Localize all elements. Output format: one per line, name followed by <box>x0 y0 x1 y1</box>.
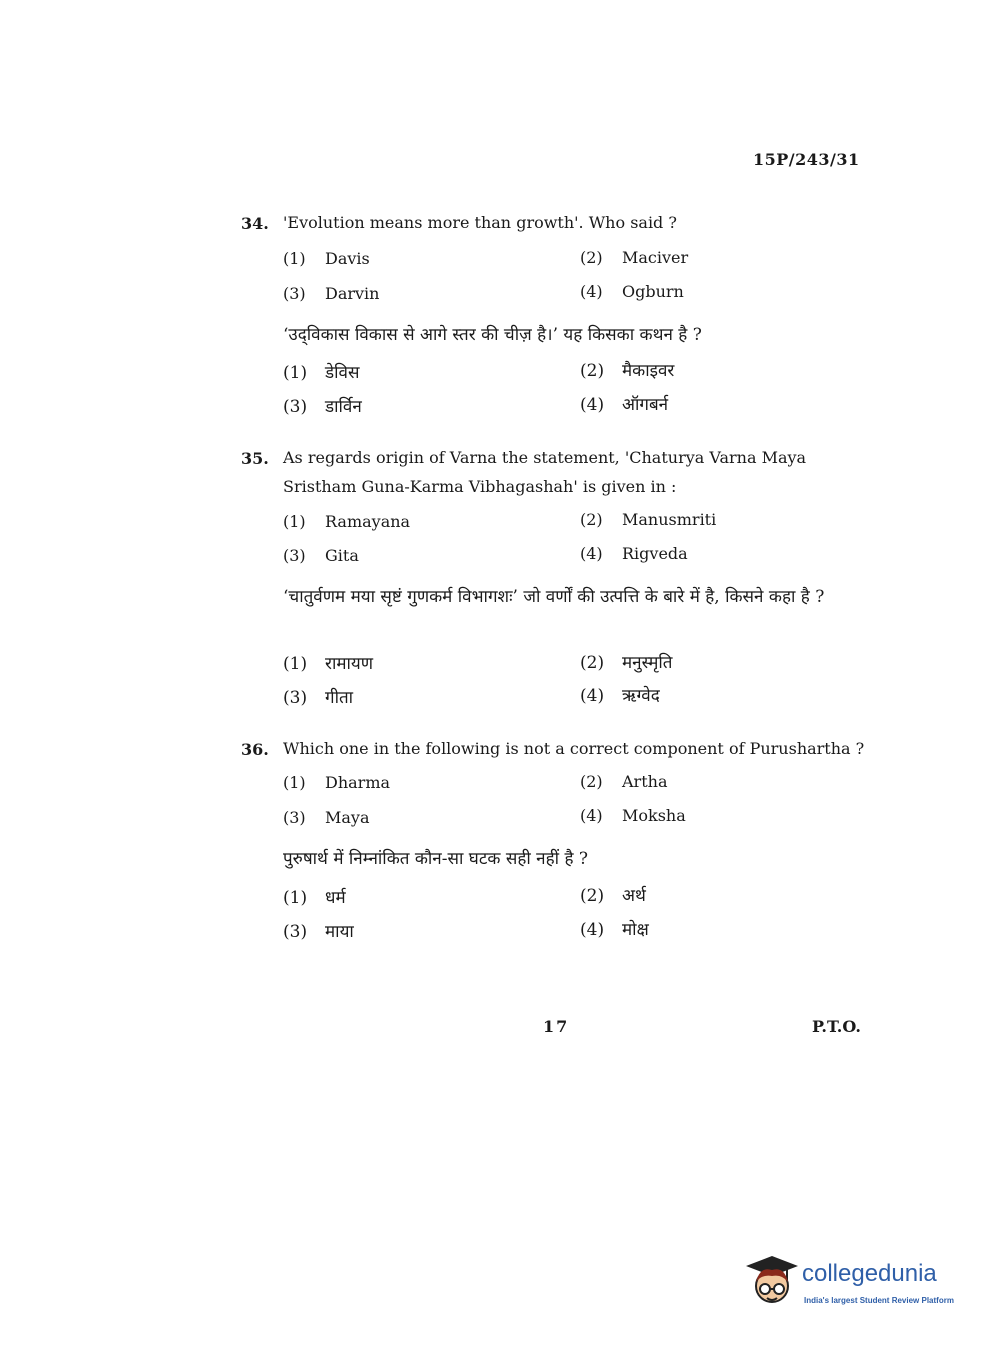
option-number: (4) <box>580 920 605 940</box>
option-number: (4) <box>580 282 603 301</box>
option-number: (4) <box>580 544 603 563</box>
option-number: (2) <box>580 653 605 673</box>
option-number: (1) <box>283 654 308 674</box>
option-label: डेविस <box>325 363 360 383</box>
option-label: Ramayana <box>325 512 411 531</box>
option-label: Manusmriti <box>622 510 717 529</box>
q34-option-1 <box>283 249 370 268</box>
paper-code: 15P/243/31 <box>753 150 860 169</box>
option-number: (2) <box>580 361 605 381</box>
option-number: (2) <box>580 772 603 791</box>
q35-option-1 <box>283 512 410 531</box>
q35-option-2 <box>580 510 716 529</box>
option-number: (4) <box>580 686 605 706</box>
option-label: मोक्ष <box>622 920 649 940</box>
question-35-text: As regards origin of Varna the statement, 'Chaturya Varna Maya Sristham Guna-Karma Vibhagashah' is given in : <box>283 448 807 496</box>
option-number: (2) <box>580 510 603 529</box>
question-35-number: 35. <box>241 449 269 468</box>
option-number: (1) <box>283 363 308 383</box>
option-number: (3) <box>283 546 306 565</box>
option-label: मैकाइवर <box>622 361 675 381</box>
q35-option-3 <box>283 546 359 565</box>
option-label: Maciver <box>622 248 689 267</box>
q34-hindi-option-1 <box>283 360 359 383</box>
option-label: माया <box>325 922 354 942</box>
q34-hindi-option-4 <box>580 392 668 415</box>
collegedunia-logo <box>742 1252 972 1320</box>
brand-name: collegedunia <box>802 1260 937 1287</box>
option-label: ऋग्वेद <box>622 686 660 706</box>
option-label: Moksha <box>622 806 686 825</box>
q34-hindi-option-2 <box>580 358 674 381</box>
option-number: (3) <box>283 688 308 708</box>
q34-option-4 <box>580 282 684 301</box>
option-number: (1) <box>283 249 306 268</box>
option-number: (1) <box>283 773 306 792</box>
q36-hindi-option-3 <box>283 919 354 942</box>
question-35-hindi-text: ‘चातुर्वणम मया सृष्टं गुणकर्म विभागशः’ जो वर्णों की उत्पत्ति के बारे में है, किसने कहा है ? <box>283 587 825 607</box>
option-label: गीता <box>325 688 354 708</box>
q34-option-3 <box>283 284 379 303</box>
q35-option-4 <box>580 544 688 563</box>
option-number: (2) <box>580 248 603 267</box>
question-36-number: 36. <box>241 740 269 759</box>
q35-hindi-option-1 <box>283 651 373 674</box>
q34-hindi-option-3 <box>283 394 362 417</box>
option-number: (1) <box>283 512 306 531</box>
option-label: Rigveda <box>622 544 688 563</box>
question-34-number: 34. <box>241 214 269 233</box>
q36-hindi-option-2 <box>580 883 646 906</box>
option-label: ऑगबर्न <box>622 395 669 415</box>
option-label: मनुस्मृति <box>622 653 673 673</box>
option-label: धर्म <box>325 888 346 908</box>
please-turn-over: P.T.O. <box>812 1017 861 1036</box>
mascot-icon <box>742 1252 802 1312</box>
option-number: (4) <box>580 806 603 825</box>
option-label: रामायण <box>325 654 374 674</box>
option-number: (3) <box>283 397 308 417</box>
option-number: (1) <box>283 888 308 908</box>
q36-option-3 <box>283 808 370 827</box>
option-label: Artha <box>622 772 668 791</box>
option-label: Ogburn <box>622 282 684 301</box>
q36-hindi-option-1 <box>283 885 346 908</box>
q35-hindi-option-3 <box>283 685 353 708</box>
option-label: Davis <box>325 249 370 268</box>
option-label: Maya <box>325 808 370 827</box>
option-label: Darvin <box>325 284 380 303</box>
question-36-hindi-text: पुरुषार्थ में निम्नांकित कौन-सा घटक सही नहीं है ? <box>283 849 588 869</box>
q36-option-1 <box>283 773 390 792</box>
q36-option-2 <box>580 772 667 791</box>
question-36-text: Which one in the following is not a correct component of Purushartha ? <box>283 739 865 758</box>
page-number: 17 <box>543 1017 570 1036</box>
question-34-text: 'Evolution means more than growth'. Who said ? <box>283 213 677 232</box>
q34-option-2 <box>580 248 688 267</box>
option-label: डार्विन <box>325 397 362 417</box>
option-number: (4) <box>580 395 605 415</box>
q35-hindi-option-4 <box>580 683 660 706</box>
q36-hindi-option-4 <box>580 917 649 940</box>
option-label: अर्थ <box>622 886 646 906</box>
brand-tagline: India's largest Student Review Platform <box>804 1296 954 1305</box>
question-34-hindi-text: ‘उद्‌विकास विकास से आगे स्तर की चीज़ है।’ यह किसका कथन है ? <box>283 325 702 345</box>
option-number: (3) <box>283 808 306 827</box>
q36-option-4 <box>580 806 686 825</box>
option-label: Dharma <box>325 773 391 792</box>
option-number: (3) <box>283 284 306 303</box>
option-number: (2) <box>580 886 605 906</box>
option-label: Gita <box>325 546 359 565</box>
option-number: (3) <box>283 922 308 942</box>
q35-hindi-option-2 <box>580 650 672 673</box>
